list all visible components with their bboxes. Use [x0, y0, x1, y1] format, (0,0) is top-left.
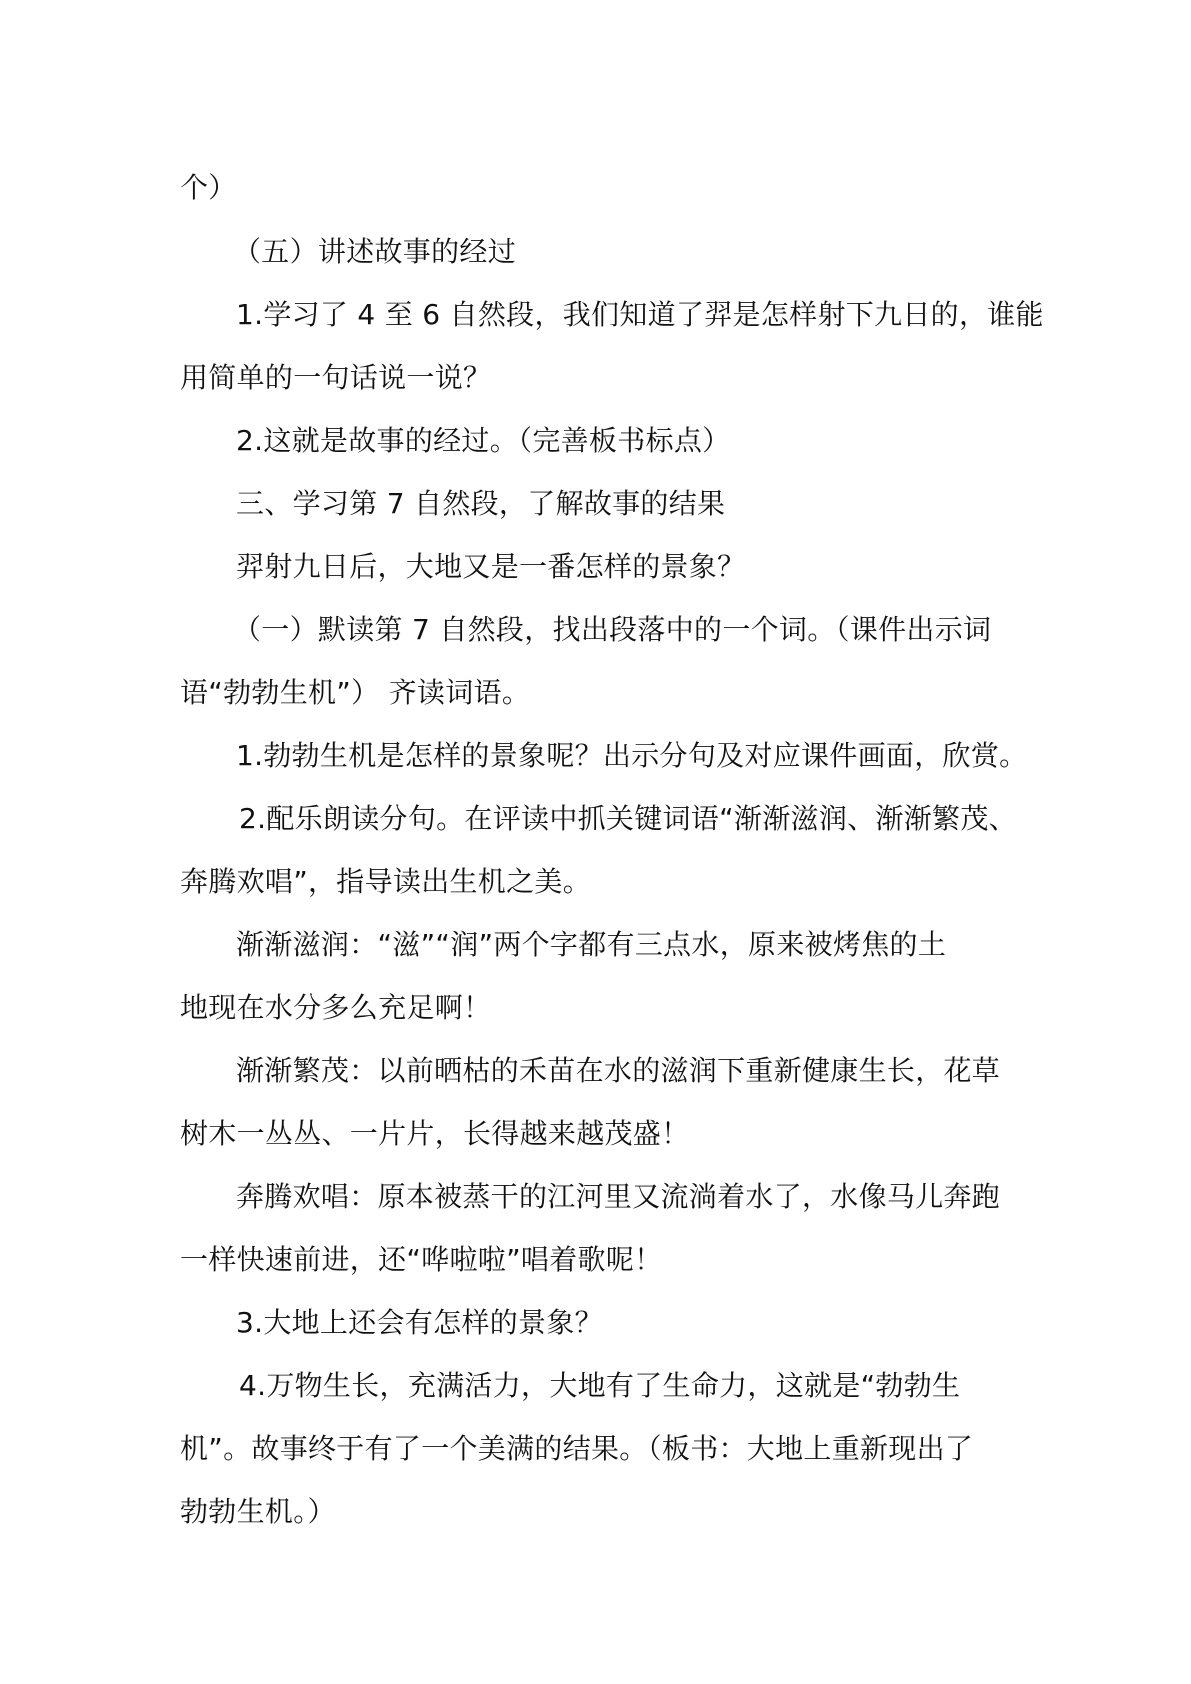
text-line: 个）	[180, 171, 237, 204]
text-line: 树木一丛丛、一片片，长得越来越茂盛！	[180, 1117, 690, 1150]
text-line: 渐渐繁茂：以前晒枯的禾苗在水的滋润下重新健康生长，花草	[236, 1054, 1001, 1087]
text-line: 羿射九日后，大地又是一番怎样的景象？	[236, 550, 746, 583]
text-line: 一样快速前进，还“哗啦啦”唱着歌呢！	[180, 1243, 663, 1276]
text-line: 用简单的一句话说一说？	[180, 361, 492, 394]
section-heading: （五）讲述故事的经过	[233, 235, 517, 268]
text-line: 语“勃勃生机”） 齐读词语。	[180, 676, 531, 709]
text-line: 奔腾欢唱”，指导读出生机之美。	[180, 865, 592, 898]
text-line: 4.万物生长，充满活力，大地有了生命力，这就是“勃勃生	[239, 1369, 961, 1402]
text-line: （一）默读第 7 自然段，找出段落中的一个词。（课件出示词	[233, 613, 992, 646]
text-line: 机”。故事终于有了一个美满的结果。（板书：大地上重新现出了	[180, 1432, 974, 1465]
text-line: 2.配乐朗读分句。在评读中抓关键词语“渐渐滋润、渐渐繁茂、	[239, 802, 1017, 835]
text-line: 地现在水分多么充足啊！	[180, 991, 492, 1024]
text-line: 渐渐滋润：“滋”“润”两个字都有三点水，原来被烤焦的土	[236, 928, 947, 961]
section-heading: 三、学习第 7 自然段，了解故事的结果	[236, 487, 726, 520]
text-line: 2.这就是故事的经过。（完善板书标点）	[236, 424, 731, 457]
text-line: 3.大地上还会有怎样的景象？	[236, 1306, 603, 1339]
text-line: 勃勃生机。）	[180, 1495, 336, 1528]
text-line: 奔腾欢唱：原本被蒸干的江河里又流淌着水了，水像马儿奔跑	[236, 1180, 1001, 1213]
text-line: 1.勃勃生机是怎样的景象呢？出示分句及对应课件画面，欣赏。	[236, 739, 1028, 772]
text-line: 1.学习了 4 至 6 自然段，我们知道了羿是怎样射下九日的，谁能	[236, 298, 1044, 331]
